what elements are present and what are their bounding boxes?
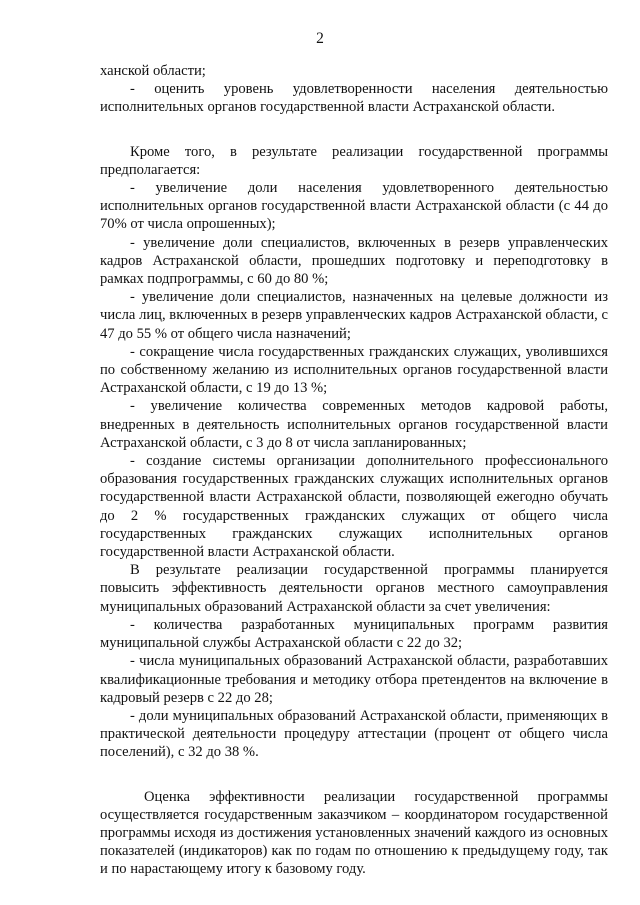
paragraph: - сокращение числа государственных гражданских служащих, уволившихся по собственному желанию из исполнительных органов государственной власти Астраханской области, с 19 до 13 %; bbox=[100, 343, 608, 397]
document-body bbox=[100, 62, 608, 879]
paragraph: - увеличение количества современных методов кадровой работы, внедренных в деятельность исполнительных органов государственной власти Астраханской области, с 3 до 8 от числа запланированных; bbox=[100, 398, 608, 451]
paragraph: ханской области; bbox=[100, 63, 206, 79]
paragraph: - числа муниципальных образований Астраханской области, разработавших квалификационные требования и методику отбора претендентов на включение в кадровый резерв с 22 до 28; bbox=[100, 653, 608, 706]
paragraph: - увеличение доли специалистов, назначенных на целевые должности из числа лиц, включенных в резерв управленческих кадров Астраханской области, с 47 до 55 % от общего числа назначений; bbox=[100, 289, 608, 342]
paragraph: - оценить уровень удовлетворенности населения деятельностью исполнительных органов государственной власти Астраханской области. bbox=[100, 81, 608, 116]
paragraph: Оценка эффективности реализации государственной программы осуществляется государственным заказчиком – координатором государственной программы исходя из достижения установленных значений каждого из основных показателей (индикаторов) как по годам по отношению к предыдущему году, так и по нарастающему итогу к базовому году. bbox=[100, 788, 608, 878]
paragraph: - доли муниципальных образований Астраханской области, применяющих в практической деятельности процедуру аттестации (процент от общего числа поселений), с 32 до 38 %. bbox=[100, 707, 608, 761]
paragraph: - создание системы организации дополнительного профессионального образования государственных гражданских служащих исполнительных органов государственной власти Астраханской области, позволяющей ежегодно обучать до 2 % государственных гражданских служащих от общего числа государственных гражданских служащих исполнительных органов государственной власти Астраханской области. bbox=[100, 453, 608, 561]
paragraph-gap bbox=[100, 762, 608, 788]
paragraph-gap bbox=[100, 117, 608, 143]
page-number: 2 bbox=[316, 30, 324, 47]
paragraph: - увеличение доли специалистов, включенных в резерв управленческих кадров Астраханской области, прошедших подготовку и переподготовку в рамках подпрограммы, с 60 до 80 %; bbox=[100, 234, 608, 288]
paragraph: В результате реализации государственной программы планируется повысить эффективность деятельности органов местного самоуправления муниципальных образований Астраханской области за счет увеличения: bbox=[100, 562, 608, 615]
paragraph: - количества разработанных муниципальных программ развития муниципальной службы Астраханской области с 22 до 32; bbox=[100, 616, 608, 652]
paragraph: Кроме того, в результате реализации государственной программы предполагается: bbox=[100, 143, 608, 178]
paragraph: - увеличение доли населения удовлетворенного деятельностью исполнительных органов государственной власти Астраханской области (с 44 до 70% от числа опрошенных); bbox=[100, 180, 608, 233]
